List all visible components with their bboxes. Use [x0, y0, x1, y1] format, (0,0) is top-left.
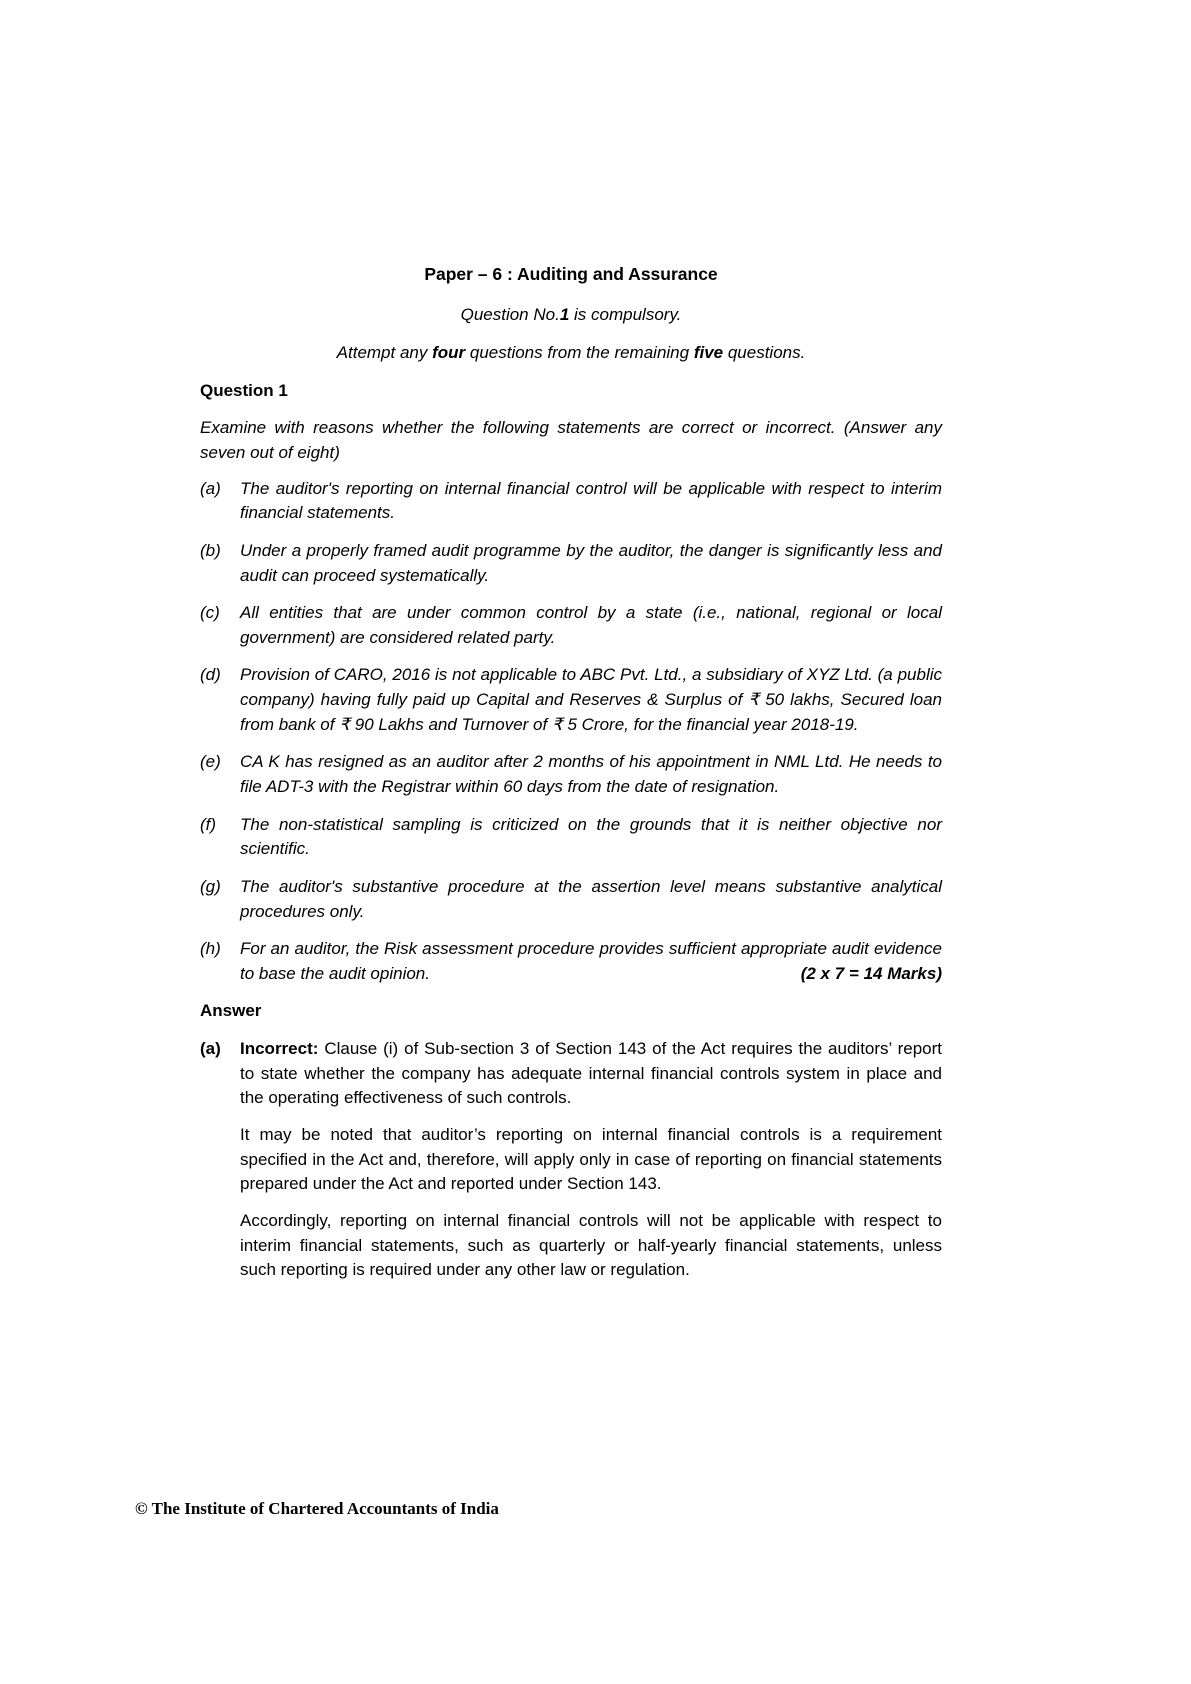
answer-item-a [200, 1037, 942, 1283]
paper-title: Paper – 6 : Auditing and Assurance [424, 264, 718, 284]
answer-p1-text: Clause (i) of Sub-section 3 of Section 143 of the Act requires the auditors’ report to state whether the company has adequate internal financial controls system in place and the operating effectiveness of such controls. [240, 1039, 942, 1108]
item-text: The non-statistical sampling is criticized on the grounds that it is neither objective nor scientific. [240, 814, 942, 859]
answer-heading: Answer [200, 1001, 262, 1021]
item-text: Provision of CARO, 2016 is not applicable to ABC Pvt. Ltd., a subsidiary of XYZ Ltd. (a public company) having fully paid up Capital and Reserves & Surplus of ₹ 50 lakhs, Secured loan from bank of ₹ 90 Lakhs and Turnover of ₹ 5 Crore, for the financial year 2018-19. [240, 665, 942, 734]
item-label: (a) [200, 478, 221, 498]
attempt-pre: Attempt any [336, 343, 433, 363]
item-text: The auditor's reporting on internal financial control will be applicable with respect to interim financial statements. [240, 478, 942, 523]
item-text: Under a properly framed audit programme by the auditor, the danger is significantly less and audit can proceed systematically. [240, 540, 942, 585]
page-content [200, 262, 942, 1295]
attempt-post: questions. [723, 343, 806, 363]
compulsory-bold: 1 [559, 305, 570, 325]
item-label: (d) [200, 665, 221, 685]
item-text: CA K has resigned as an auditor after 2 months of his appointment in NML Ltd. He needs to file ADT-3 with the Registrar within 60 days from the date of resignation. [240, 752, 942, 796]
answer-item-label: (a) [200, 1039, 221, 1059]
item-text [240, 937, 942, 986]
attempt-bold2: five [693, 343, 724, 363]
question-item-g [200, 875, 942, 924]
item-label: (g) [200, 876, 221, 896]
compulsory-pre: Question No. [460, 305, 560, 325]
compulsory-line [200, 303, 942, 328]
question-item-h [200, 937, 942, 986]
item-label: (b) [200, 540, 221, 560]
question-item-b [200, 539, 942, 588]
item-label: (f) [200, 814, 217, 834]
item-label: (h) [200, 939, 221, 959]
answer-lead: Incorrect: [240, 1039, 319, 1059]
item-text-body: For an auditor, the Risk assessment procedure provides sufficient appropriate audit evidence to base the audit opinion. [240, 939, 942, 983]
answer-paragraph-1 [240, 1037, 942, 1111]
attempt-line [200, 341, 942, 366]
copyright-footer: © The Institute of Chartered Accountants of India [135, 1499, 499, 1518]
compulsory-post: is compulsory. [569, 305, 682, 325]
answer-item-body [240, 1037, 942, 1283]
question-item-c [200, 601, 942, 650]
item-text: The auditor's substantive procedure at the assertion level means substantive analytical procedures only. [240, 876, 942, 921]
question-item-d [200, 663, 942, 737]
question-item-e [200, 750, 942, 799]
item-text: All entities that are under common control by a state (i.e., national, regional or local government) are considered related party. [240, 603, 942, 647]
question-item-f [200, 813, 942, 862]
question-item-a [200, 477, 942, 526]
question-1-intro: Examine with reasons whether the following statements are correct or incorrect. (Answer any seven out of eight) [200, 418, 942, 462]
item-label: (c) [200, 603, 220, 623]
question-1-heading: Question 1 [200, 380, 288, 400]
marks-label: (2 x 7 = 14 Marks) [791, 962, 942, 987]
answer-paragraph-3: Accordingly, reporting on internal financial controls will not be applicable with respect to interim financial statements, such as quarterly or half-yearly financial statements, unless such reporting is required under any other law or regulation. [240, 1210, 942, 1280]
attempt-mid: questions from the remaining [465, 343, 694, 363]
item-label: (e) [200, 752, 221, 772]
attempt-bold1: four [432, 343, 466, 363]
answer-paragraph-2: It may be noted that auditor’s reporting on internal financial controls is a requirement specified in the Act and, therefore, will apply only in case of reporting on financial statements prepared under the Act and reported under Section 143. [240, 1125, 942, 1194]
